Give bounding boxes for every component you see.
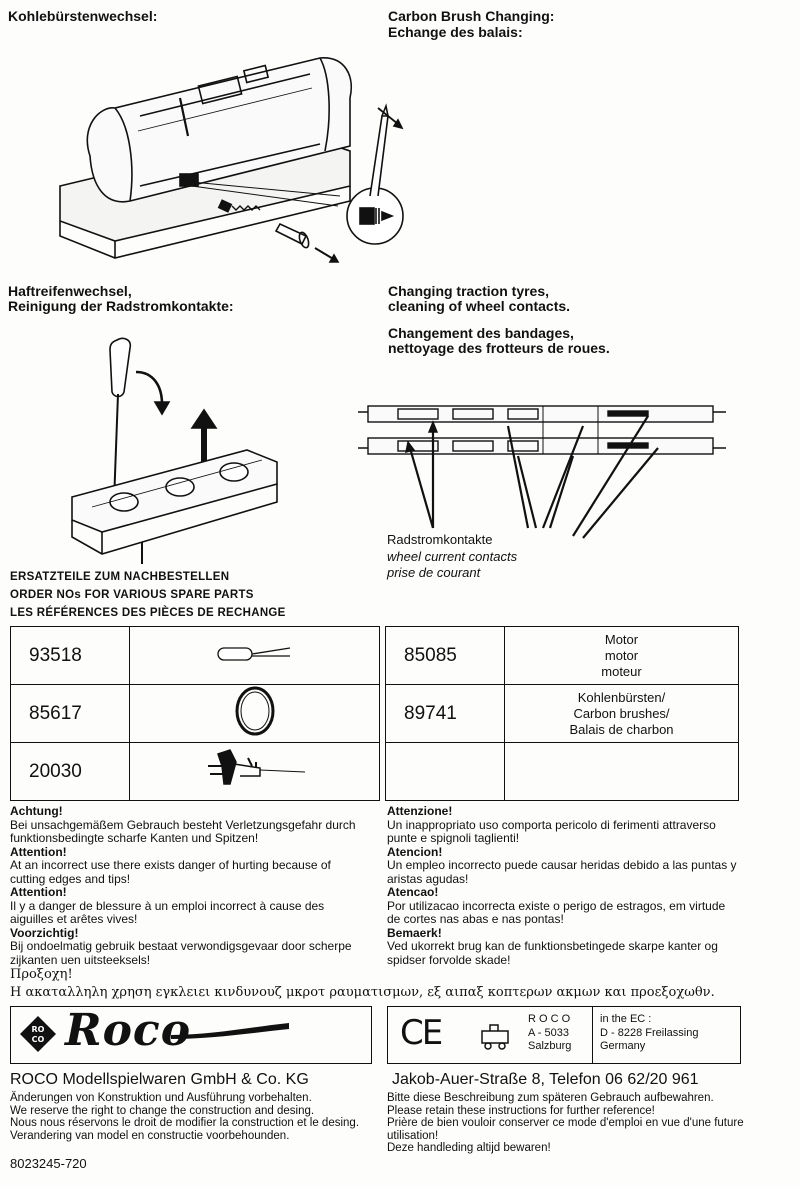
company-name: R O C O — [528, 1013, 571, 1025]
part-picture — [130, 627, 380, 685]
footer-line: Nous nous réservons le droit de modifier la construction et le desing. — [10, 1117, 360, 1129]
footer-line: We reserve the right to change the construction and desing. — [10, 1104, 315, 1117]
footer-line: Deze handleding altijd bewaren! — [387, 1142, 551, 1154]
parts-table-right — [385, 626, 739, 801]
warning-title: Attenzione! — [387, 804, 453, 818]
table-row — [386, 627, 739, 685]
part-desc-line: Balais de charbon — [569, 721, 674, 737]
carbon-heading-de: Kohlebürstenwechsel: — [8, 8, 158, 24]
footer-line: Änderungen von Konstruktion und Ausführung vorbehalten. — [10, 1092, 312, 1104]
parts-table-left — [10, 626, 380, 801]
ec-country: Germany — [600, 1040, 646, 1052]
part-number: 85617 — [11, 685, 130, 743]
part-number-empty — [386, 743, 505, 801]
company-postcode: A - 5033 — [528, 1026, 569, 1039]
warnings-left — [10, 805, 366, 967]
table-row — [386, 685, 739, 743]
warning-title: Achtung! — [10, 804, 63, 818]
part-description — [505, 685, 739, 743]
warning-title: Bemaerk! — [387, 925, 442, 940]
warning-title: Atencao! — [387, 885, 439, 899]
address-divider — [592, 1007, 593, 1063]
footer-left — [10, 1092, 370, 1142]
badge-top-text: RO — [31, 1025, 45, 1034]
address-box — [387, 1006, 741, 1064]
footer-right — [387, 1092, 747, 1155]
part-desc-line: Carbon brushes/ — [573, 705, 670, 721]
ce-mark-icon: CE — [400, 1013, 442, 1053]
part-picture — [130, 743, 380, 801]
warning-title: Attention! — [10, 844, 67, 859]
part-number: 89741 — [386, 685, 505, 743]
part-picture — [130, 685, 380, 743]
address-line: Jakob-Auer-Straße 8, Telefon 06 62/20 961 — [392, 1071, 699, 1088]
warning-text: Il y a danger de blessure à un emploi incorrect à cause des aiguilles et arêtes vives! — [10, 898, 325, 926]
carbon-brush-icon — [210, 638, 300, 668]
part-desc-line: motor — [604, 647, 639, 663]
spare-parts-header-fr: LES RÉFÉRENCES DES PIÈCES DE RECHANGE — [10, 607, 286, 619]
greek-warning-text: Η ακαταλληλη χρηση εγκλειει κινδυνουζ μκροτ ραυματισμων, εξ αιπαξ κοπτερων ακμων και προεξοχωθν. — [10, 985, 715, 1000]
tyres-heading-de-2: Reinigung der Radstromkontakte: — [8, 298, 234, 314]
tyres-heading-fr-2: nettoyage des frotteurs de roues. — [388, 340, 610, 356]
spare-parts-header — [10, 568, 286, 622]
contacts-label — [387, 532, 517, 582]
footer-line: Bitte diese Beschreibung zum späteren Gebrauch aufbewahren. — [387, 1092, 714, 1104]
roco-logo-box — [10, 1006, 372, 1064]
ec-address — [600, 1013, 698, 1054]
tyres-heading-en-1: Changing traction tyres, — [388, 283, 550, 299]
warning-text: Bij ondoelmatig gebruik bestaat verwondigsgevaar door scherpe zijkanten uen uitsteeksels! — [10, 939, 352, 967]
contacts-label-en: wheel current contacts — [387, 548, 518, 564]
spare-parts-header-de: ERSATZTEILE ZUM NACHBESTELLEN — [10, 571, 230, 583]
greek-warning-title: Προξοχη! — [10, 967, 73, 982]
table-row — [11, 685, 380, 743]
table-row — [11, 743, 380, 801]
warning-text: At an incorrect use there exists danger of hurting because of cutting edges and tips! — [10, 858, 331, 886]
ec-label: in the EC : — [600, 1013, 652, 1025]
tyres-heading-en-2: cleaning of wheel contacts. — [388, 298, 571, 314]
company-address — [528, 1013, 571, 1054]
part-description-empty — [505, 743, 739, 801]
spare-parts-header-en: ORDER NOs FOR VARIOUS SPARE PARTS — [10, 589, 254, 601]
wheel-contacts-illustration — [358, 398, 738, 548]
train-icon — [478, 1021, 512, 1051]
roco-swoosh-icon — [171, 1021, 291, 1041]
warning-text: Un empleo incorrecto puede causar heridas debido a las puntas y aristas agudas! — [387, 858, 737, 886]
part-description — [505, 627, 739, 685]
roco-badge-icon — [19, 1015, 57, 1053]
company-line: ROCO Modellspielwaren GmbH & Co. KG — [10, 1071, 309, 1088]
tyres-heading-de-1: Haftreifenwechsel, — [8, 283, 132, 299]
coupler-icon — [200, 744, 310, 794]
warning-title: Attention! — [10, 885, 67, 899]
warning-title: Voorzichtig! — [10, 925, 79, 940]
footer-line: Verandering van model en constructie voorbehounden. — [10, 1129, 290, 1142]
document-number: 8023245-720 — [10, 1156, 87, 1171]
warning-text: Ved ukorrekt brug kan de funktionsbetingede skarpe kanter og spidser forvolde skade! — [387, 939, 718, 967]
part-number: 93518 — [11, 627, 130, 685]
carbon-brush-illustration — [20, 36, 420, 266]
badge-bottom-text: CO — [31, 1035, 45, 1044]
roco-wordmark: Roco — [65, 1005, 192, 1056]
warning-text: Bei unsachgemäßem Gebrauch besteht Verletzungsgefahr durch funktionsbedingte scharfe Kanten und Spitzen! — [10, 817, 356, 845]
table-row — [386, 743, 739, 801]
table-row — [11, 627, 380, 685]
part-number: 20030 — [11, 743, 130, 801]
company-city: Salzburg — [528, 1040, 572, 1052]
contacts-label-de: Radstromkontakte — [387, 532, 493, 547]
tyre-change-illustration — [62, 332, 292, 564]
warning-text: Por utilizacao incorrecta existe o perigo de estragos, em virtude de cortes nas abas e nas pontas! — [387, 898, 726, 926]
part-number: 85085 — [386, 627, 505, 685]
warnings-right — [387, 805, 739, 967]
warning-text: Un inappropriato uso comporta pericolo di ferimenti attraverso punte e spignoli taglienti! — [387, 817, 716, 845]
tyres-heading-fr-1: Changement des bandages, — [388, 325, 574, 341]
traction-tyre-icon — [225, 685, 285, 737]
footer-line: Prière de bien vouloir conserver ce mode d'emploi en vue d'une future utilisation! — [387, 1117, 744, 1142]
carbon-heading-fr: Echange des balais: — [388, 24, 523, 40]
carbon-heading-en: Carbon Brush Changing: — [388, 8, 555, 24]
footer-line: Please retain these instructions for further reference! — [387, 1104, 655, 1117]
contacts-label-fr: prise de courant — [387, 565, 481, 580]
ec-address-line: D - 8228 Freilassing — [600, 1026, 699, 1039]
warning-title: Atencion! — [387, 844, 443, 859]
part-desc-line: Kohlenbürsten/ — [577, 689, 666, 705]
part-desc-line: moteur — [601, 663, 642, 679]
part-desc-line: Motor — [604, 631, 639, 647]
